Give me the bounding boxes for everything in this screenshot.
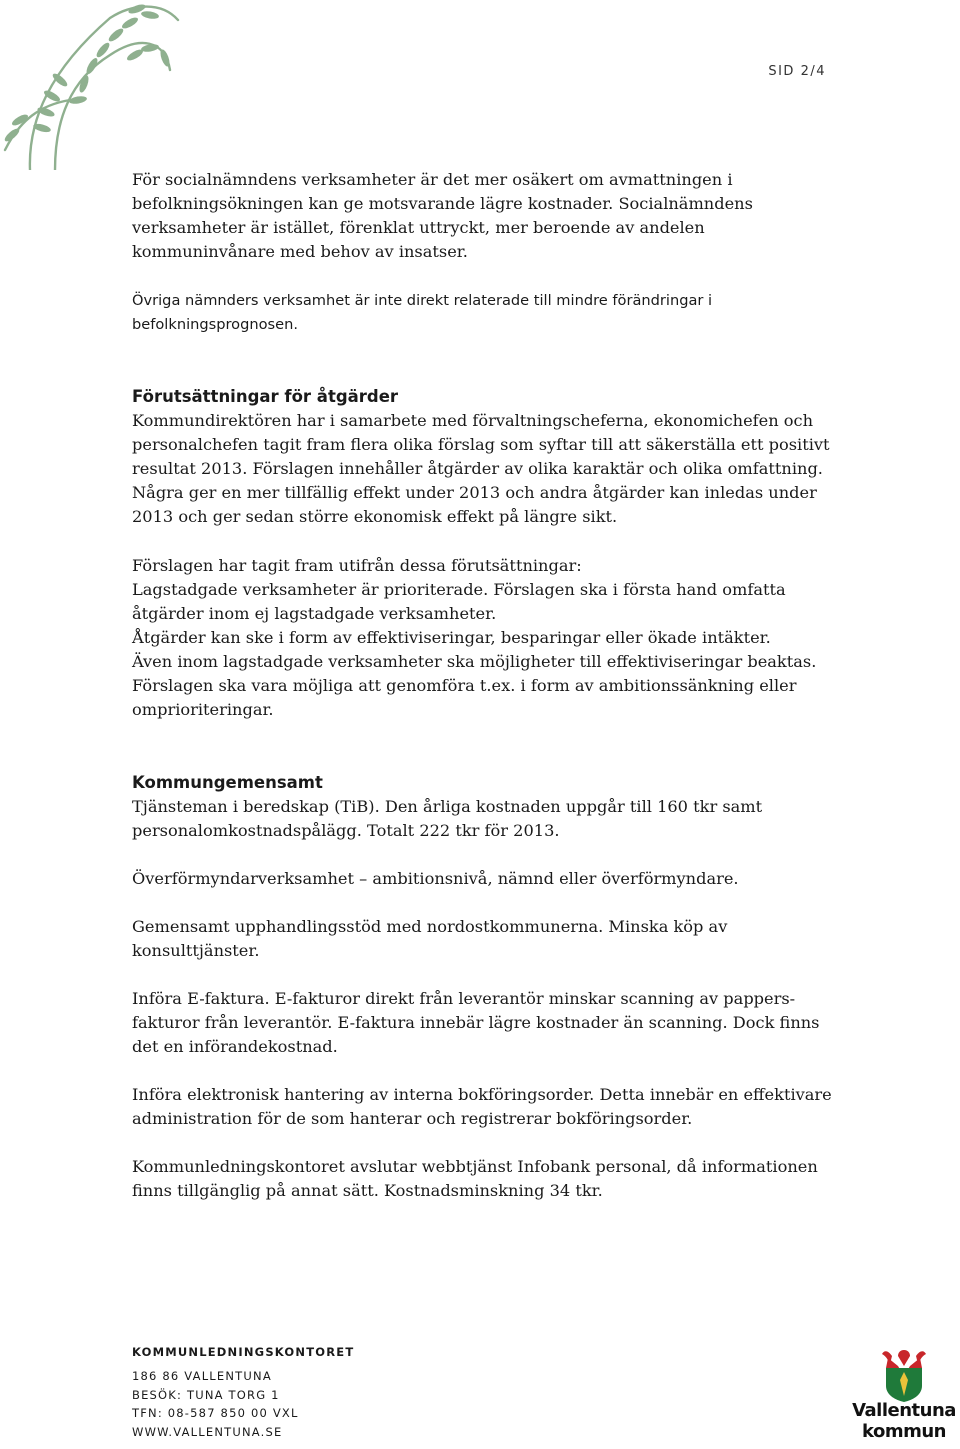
section-preconditions [132, 385, 832, 722]
precondition-item: Även inom lagstadgade verksamheter ska möjligheter till effektiviseringar beaktas. [132, 652, 817, 671]
paragraph-procurement: Gemensamt upphandlingsstöd med nordostkommunerna. Minska köp av konsulttjänster. [132, 917, 728, 960]
paragraph-proposals: Kommundirektören har i samarbete med förvaltningscheferna, ekonomichefen och personalchefen tagit fram flera olika förslag som syftar till att säkerställa ett positivt resultat 2013. Förslagen innehåller åtgärder av olika karaktär och olika omfattning. Några ger en mer tillfällig effekt under 2013 och andra åtgärder kan inledas under 2013 och ger sedan större ekonomisk effekt på längre sikt. [132, 411, 830, 526]
paragraph-infobank: Kommunledningskontoret avslutar webbtjänst Infobank personal, då informationen finns tillgänglig på annat sätt. Kostnadsminskning 34 tkr. [132, 1157, 818, 1200]
vallentuna-logo-text [850, 1400, 958, 1442]
paragraph-tib: Tjänsteman i beredskap (TiB). Den årliga kostnaden uppgår till 160 tkr samt personalomkostnadspålägg. Totalt 222 tkr för 2013. [132, 797, 763, 840]
precondition-item: Åtgärder kan ske i form av effektiviseringar, besparingar eller ökade intäkter. [132, 628, 771, 647]
footer-web: WWW.VALLENTUNA.SE [132, 1424, 283, 1439]
document-body [132, 168, 832, 1203]
preconditions-list [132, 554, 832, 722]
section-shared [132, 771, 832, 1203]
plant-branch-logo-icon [0, 0, 180, 170]
logo-line-2: kommun [862, 1421, 946, 1442]
footer-phone: TFN: 08-587 850 00 VXL [132, 1406, 299, 1421]
paragraph-other-committees: Övriga nämnders verksamhet är inte direkt relaterade till mindre förändringar i befolkningsprognosen. [132, 292, 713, 333]
paragraph-social: För socialnämndens verksamheter är det mer osäkert om avmattningen i befolkningsökningen kan ge motsvarande lägre kostnader. Socialnämndens verksamheter är istället, förenklat uttryckt, mer beroende av andelen kommuninvånare med behov av insatser. [132, 170, 753, 261]
page-number: SID 2/4 [768, 64, 826, 79]
paragraph-guardianship: Överförmyndarverksamhet – ambitionsnivå, nämnd eller överförmyndare. [132, 869, 739, 888]
precondition-item: Lagstadgade verksamheter är prioriterade. Förslagen ska i första hand omfatta åtgärder inom ej lagstadgade verksamheter. [132, 580, 786, 623]
footer-org: KOMMUNLEDNINGSKONTORET [132, 1345, 355, 1359]
footer-address: 186 86 VALLENTUNA [132, 1369, 272, 1384]
footer-contact [132, 1343, 354, 1441]
logo-line-1: Vallentuna [852, 1400, 956, 1421]
preconditions-intro: Förslagen har tagit fram utifrån dessa förutsättningar: [132, 556, 582, 575]
paragraph-bookkeeping: Införa elektronisk hantering av interna bokföringsorder. Detta innebär en effektivare administration för de som hanterar och registrerar bokföringsorder. [132, 1085, 832, 1128]
section-heading-shared: Kommungemensamt [132, 773, 323, 792]
paragraph-e-invoice: Införa E-faktura. E-fakturor direkt från leverantör minskar scanning av pappers-fakturor från leverantör. E-faktura innebär lägre kostnader än scanning. Dock finns det en införandekostnad. [132, 989, 820, 1056]
precondition-item: Förslagen ska vara möjliga att genomföra t.ex. i form av ambitionssänkning eller omprioriteringar. [132, 676, 797, 719]
footer-visit: BESÖK: TUNA TORG 1 [132, 1387, 280, 1402]
section-heading-preconditions: Förutsättningar för åtgärder [132, 387, 399, 406]
